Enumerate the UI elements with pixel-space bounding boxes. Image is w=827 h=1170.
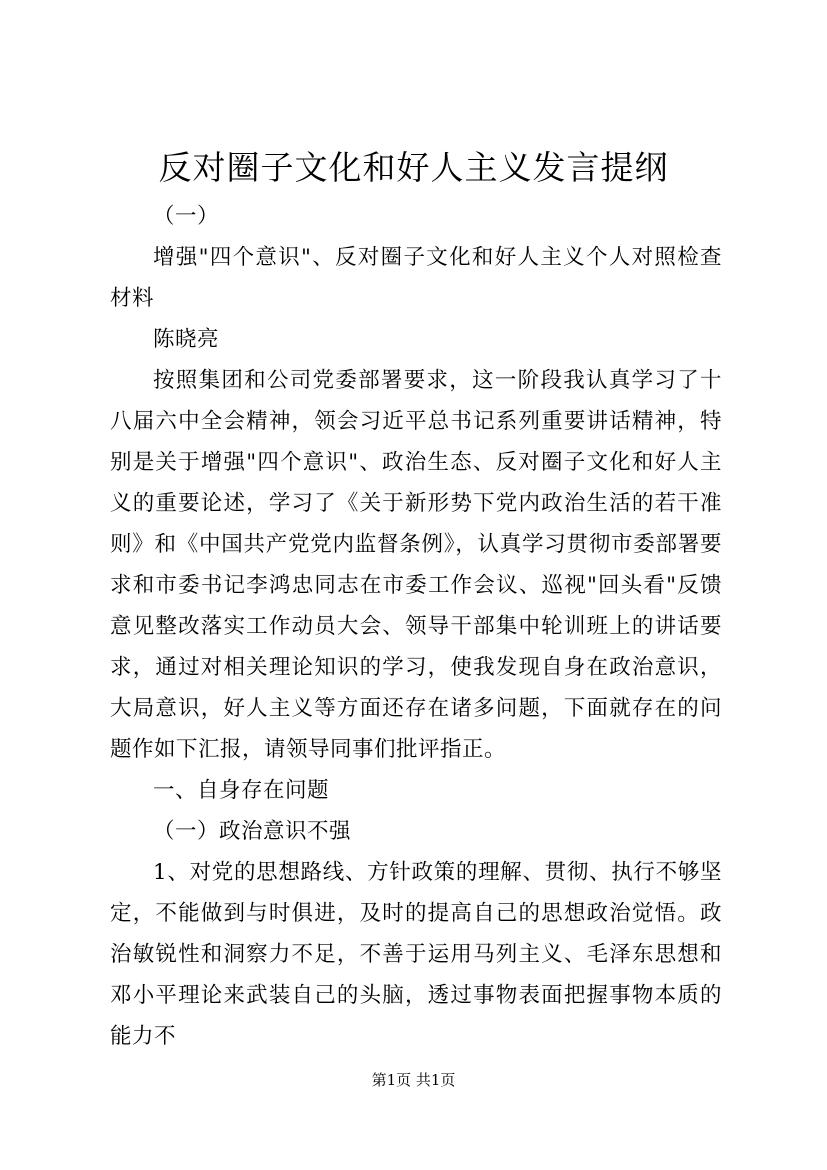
paragraph-heading-problems: 一、自身存在问题 xyxy=(153,778,330,803)
paragraph-author: 陈晓亮 xyxy=(153,327,220,352)
paragraph-item-1: 1、对党的思想路线、方针政策的理解、贯彻、执行不够坚定，不能做到与时俱进，及时的提高自己的思想政治觉悟。政治敏锐性和洞察力不足，不善于运用马列主义、毛泽东思想和邓小平理论来武装自己的头脑，透过事物表面把握事物本质的能力不 xyxy=(110,860,722,1049)
document-body xyxy=(110,196,722,1057)
document-title: 反对圈子文化和好人主义发言提纲 xyxy=(158,148,669,187)
paragraph-subtitle: 增强"四个意识"、反对圈子文化和好人主义个人对照检查材料 xyxy=(110,245,722,311)
paragraph-subheading-political: （一）政治意识不强 xyxy=(153,819,352,844)
page-footer: 第1页 共1页 xyxy=(371,1071,456,1089)
paragraph-section-number: （一） xyxy=(153,204,220,229)
paragraph-intro: 按照集团和公司党委部署要求，这一阶段我认真学习了十八届六中全会精神，领会习近平总书记系列重要讲话精神，特别是关于增强"四个意识"、政治生态、反对圈子文化和好人主义的重要论述，学习了《关于新形势下党内政治生活的若干准则》和《中国共产党党内监督条例》，认真学习贯彻市委部署要求和市委书记李鸿忠同志在市委工作会议、巡视"回头看"反馈意见整改落实工作动员大会、领导干部集中轮训班上的讲话要求，通过对相关理论知识的学习，使我发现自身在政治意识，大局意识，好人主义等方面还存在诸多问题，下面就存在的问题作如下汇报，请领导同事们批评指正。 xyxy=(110,368,722,762)
